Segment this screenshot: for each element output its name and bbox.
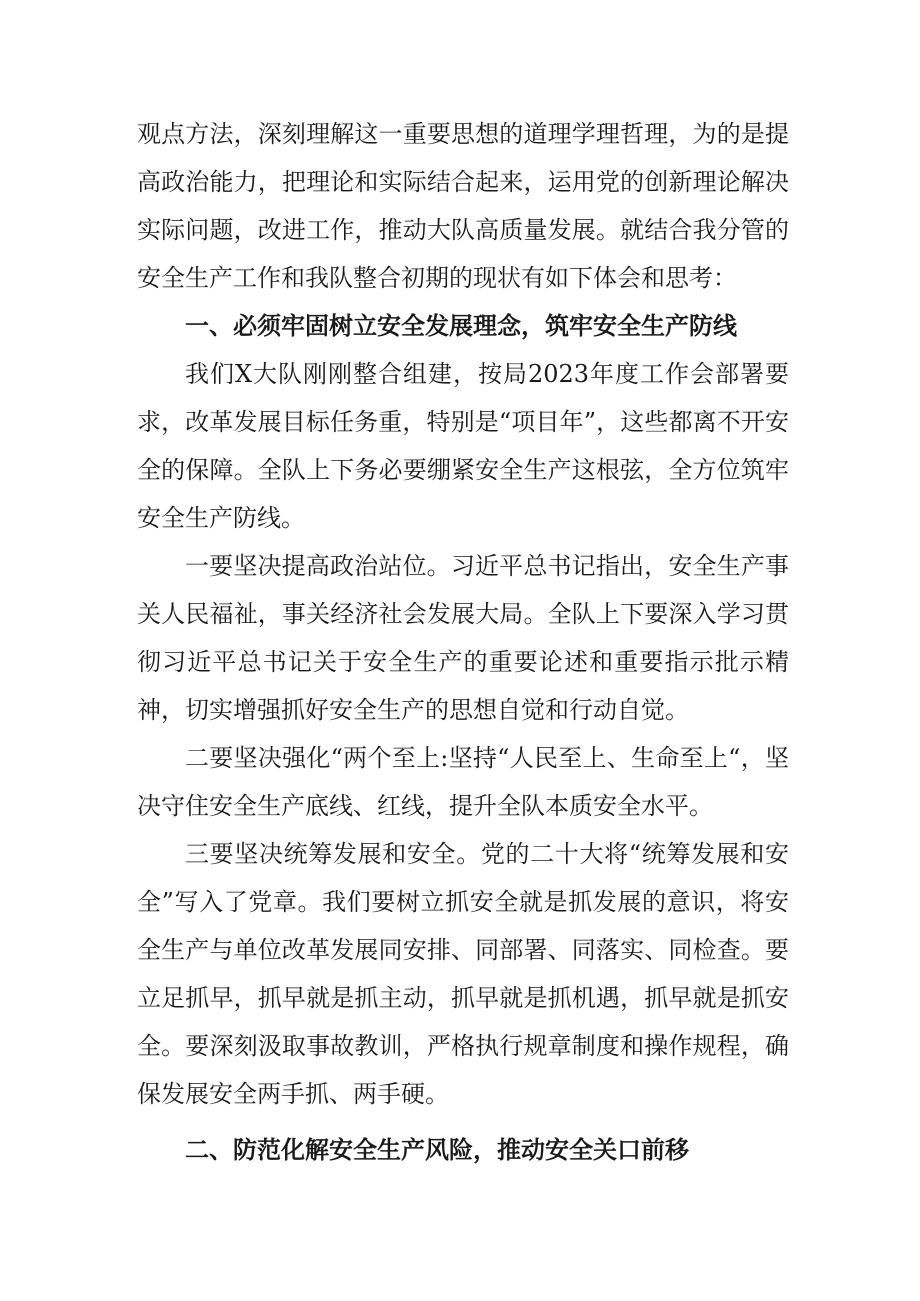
paragraph-intro-continued: 观点方法，深刻理解这一重要思想的道理学理哲理，为的是提高政治能力，把理论和实际结合起来，运用党的创新理论解决实际问题，改进工作，推动大队高质量发展。就结合我分管的安全生产工作和我队整合初期的现状有如下体会和思考： (137, 120, 789, 292)
section-heading-2: 二、防范化解安全生产风险，推动安全关口前移 (185, 1136, 689, 1164)
document-page (137, 110, 789, 1174)
paragraph-section-1-intro: 我们X大队刚刚整合组建，按局2023年度工作会部署要求，改革发展目标任务重，特别是“项目年”，这些都离不开安全的保障。全队上下务必要绷紧安全生产这根弦，全方位筑牢安全生产防线。 (137, 360, 789, 532)
paragraph-point-1: 一要坚决提高政治站位。习近平总书记指出，安全生产事关人民福祉，事关经济社会发展大局。全队上下要深入学习贯彻习近平总书记关于安全生产的重要论述和重要指示批示精神，切实增强抓好安全生产的思想自觉和行动自觉。 (137, 552, 789, 724)
paragraph-point-3: 三要坚决统筹发展和安全。党的二十大将“统筹发展和安全”写入了党章。我们要树立抓安全就是抓发展的意识，将安全生产与单位改革发展同安排、同部署、同落实、同检查。要立足抓早，抓早就是抓主动，抓早就是抓机遇，抓早就是抓安全。要深刻汲取事故教训，严格执行规章制度和操作规程，确保发展安全两手抓、两手硬。 (137, 840, 789, 1108)
section-heading-1: 一、必须牢固树立安全发展理念，筑牢安全生产防线 (185, 312, 737, 340)
paragraph-point-2: 二要坚决强化“两个至上:坚持“人民至上、生命至上“，坚决守住安全生产底线、红线，提升全队本质安全水平。 (137, 744, 789, 820)
